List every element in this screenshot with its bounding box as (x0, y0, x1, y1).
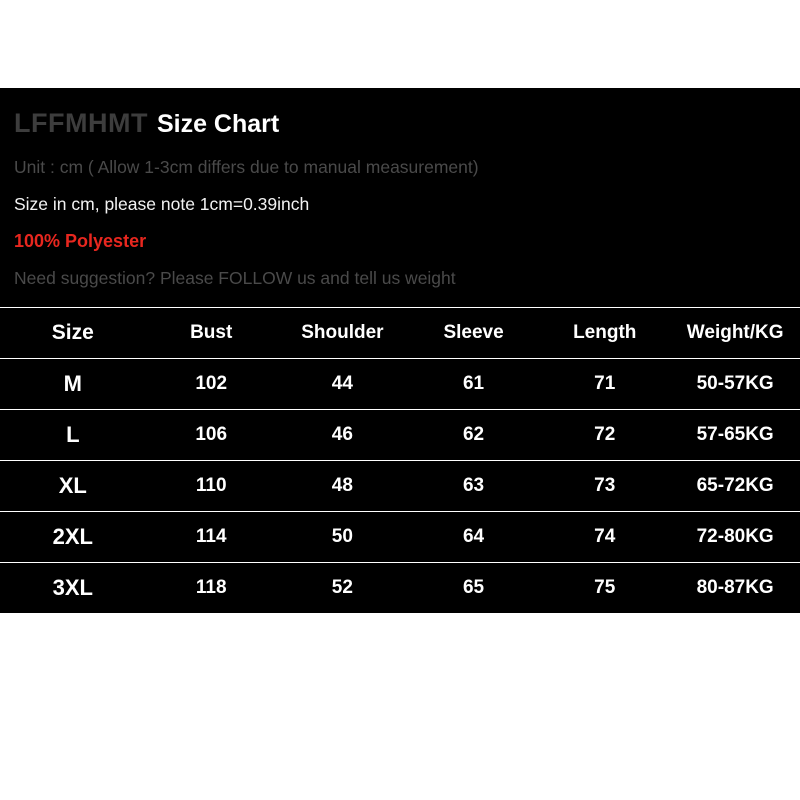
note-material: 100% Polyester (14, 231, 147, 251)
cell-bust: 118 (146, 563, 277, 614)
column-header-weight: Weight/KG (670, 308, 800, 359)
column-header-bust: Bust (146, 308, 277, 359)
cell-size: M (0, 359, 146, 410)
cell-bust: 114 (146, 512, 277, 563)
cell-shoulder: 50 (277, 512, 408, 563)
cell-weight: 65-72KG (670, 461, 800, 512)
table-row (0, 512, 800, 563)
cell-length: 73 (539, 461, 670, 512)
cell-weight: 80-87KG (670, 563, 800, 614)
note-inch-conversion: Size in cm, please note 1cm=0.39inch (14, 194, 310, 214)
cell-length: 75 (539, 563, 670, 614)
cell-shoulder: 48 (277, 461, 408, 512)
cell-bust: 106 (146, 410, 277, 461)
size-table (0, 307, 800, 613)
note-suggestion: Need suggestion? Please FOLLOW us and tell us weight (14, 268, 456, 288)
column-header-length: Length (539, 308, 670, 359)
cell-weight: 72-80KG (670, 512, 800, 563)
cell-sleeve: 61 (408, 359, 539, 410)
cell-sleeve: 64 (408, 512, 539, 563)
cell-length: 71 (539, 359, 670, 410)
cell-size: L (0, 410, 146, 461)
cell-size: XL (0, 461, 146, 512)
cell-weight: 57-65KG (670, 410, 800, 461)
table-row (0, 563, 800, 614)
cell-sleeve: 65 (408, 563, 539, 614)
column-header-shoulder: Shoulder (277, 308, 408, 359)
table-row (0, 410, 800, 461)
title-row (14, 108, 788, 139)
cell-shoulder: 44 (277, 359, 408, 410)
cell-bust: 110 (146, 461, 277, 512)
cell-sleeve: 62 (408, 410, 539, 461)
table-row (0, 359, 800, 410)
cell-length: 72 (539, 410, 670, 461)
cell-size: 3XL (0, 563, 146, 614)
cell-bust: 102 (146, 359, 277, 410)
column-header-sleeve: Sleeve (408, 308, 539, 359)
cell-sleeve: 63 (408, 461, 539, 512)
cell-weight: 50-57KG (670, 359, 800, 410)
table-header-row (0, 308, 800, 359)
cell-shoulder: 52 (277, 563, 408, 614)
table-row (0, 461, 800, 512)
cell-shoulder: 46 (277, 410, 408, 461)
note-unit: Unit : cm ( Allow 1-3cm differs due to manual measurement) (14, 157, 479, 177)
page-title: Size Chart (156, 110, 280, 138)
column-header-size: Size (0, 308, 146, 359)
chart-header (0, 88, 800, 307)
cell-size: 2XL (0, 512, 146, 563)
brand-name: LFFMHMT (14, 108, 148, 138)
cell-length: 74 (539, 512, 670, 563)
size-chart-card (0, 88, 800, 613)
